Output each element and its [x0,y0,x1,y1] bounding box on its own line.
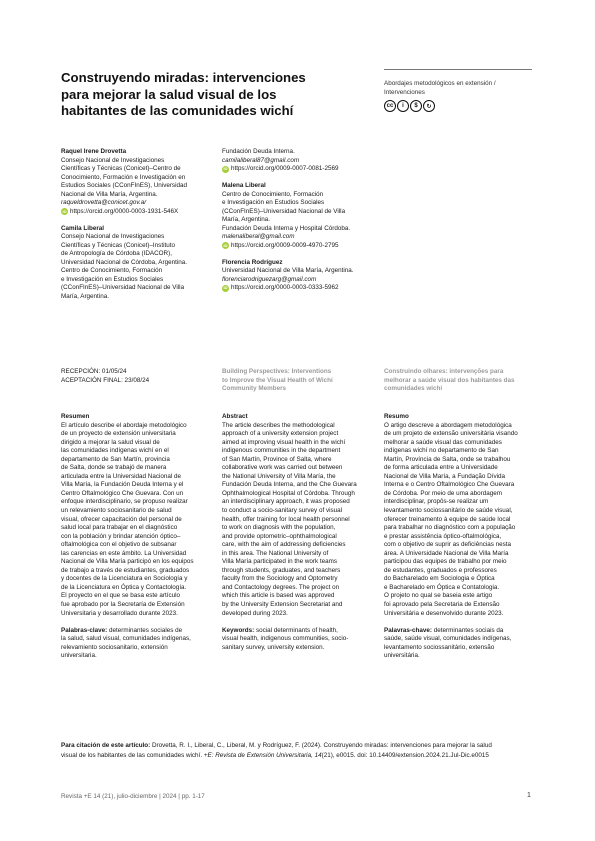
abstract-line: Nacional de Villa María, a Fundação Dívida [384,472,505,480]
keywords-text: social determinants of health, [254,626,338,634]
orcid-link[interactable] [222,242,392,251]
abstract-line: Interna e o Centro Oftalmológico Che Guevara [384,481,515,489]
authors-left [61,148,231,301]
author-affil: María, Argentina. [61,292,109,300]
abstract-line: indígenas wichí no departamento de San [384,447,499,455]
keywords-text: determinantes sociales de [107,626,183,634]
abstract-line: visual, ofrecer capacitación del personal de [61,515,182,523]
orcid-url[interactable]: https://orcid.org/0009-0007-0081-2569 [231,165,339,172]
abstract-line: e prestar assistência óptico-oftalmológica, [384,532,502,540]
abstract-line: articulada entre la Universidad Nacional de [61,472,182,480]
abstract-line: O projeto no qual se baseia este artigo [384,592,493,600]
author-name: Camila Liberal [61,224,105,232]
abstract-line: Nacional de Villa María participó en los equipos [61,558,194,566]
abstract-line: las comunidades indígenas wichí en el [61,447,169,455]
abstract-line: Villa María, la Fundación Deuda Interna y el [61,481,184,489]
author-affil: María, Argentina. [222,216,270,223]
abstract-line: indigenous communities in the department [222,447,341,455]
author-affil: Científicas y Técnicas (Conicet)–Instituto [61,241,175,249]
title-pt [384,368,544,394]
orcid-link[interactable] [61,208,231,217]
abstract-line: participou das equipes de trabalho por meio [384,558,507,566]
citation-label: Para citación de este artículo: [61,742,151,749]
abstract-line: levantamento sociossanitário de saúde visual, [384,507,513,515]
abstract-line: Martín, Província de Salta, onde se trabalhou [384,455,511,463]
abstract-line: health, offer training for local health personnel [222,515,350,523]
abstract-line: y docentes de la Licenciatura en Sociología y [61,575,188,583]
article-dates [61,368,149,385]
abstract-heading: Abstract [222,413,248,420]
abstract-line: Villa María participated in the work teams [222,558,338,566]
abstract-es [61,413,216,661]
author-name: Malena Liberal [222,182,266,189]
keywords-text: determinantes sociais da [431,626,504,634]
orcid-icon: iD [223,166,228,171]
citation-text: visual de los habitantes de las comunidades wichí. [61,752,204,759]
title-en-line: Community Members [222,385,287,392]
author-affil: Científicas y Técnicas (Conicet)–Centro de [61,165,181,172]
title-en-line: Building Perspectives: Interventions [222,368,332,375]
abstract-line: to work on diagnosis with the population, [222,524,336,532]
author-affil: de Antropología de Córdoba (IDACOR), [61,250,172,257]
author-email[interactable]: camilaliberal87@gmail.com [222,156,300,164]
author-affil: Universidad Nacional de Villa María, Argentina. [222,267,354,274]
author-affil: Centro de Conocimiento, Formación [222,190,324,198]
abstract-line: de trabajo a través de estudiantes, graduados [61,566,190,574]
title-pt-line: comunidades wichí [384,385,443,392]
article-title [61,70,361,120]
abstract-line: melhorar a saúde visual das comunidades [384,438,502,446]
section-rule [384,69,532,70]
abstract-line: Ophthalmological Hospital of Córdoba. Through [222,489,355,497]
title-pt-line: melhorar a saúde visual dos habitantes das [384,376,515,384]
author-affil: Centro de Conocimiento, Formación [61,267,163,274]
citation-doi[interactable]: (21), e0015. doi: 10.14409/extension.2024.21.Jul-Dic.e0015 [321,752,489,759]
abstract-line: collaborative work was carried out between [222,464,343,472]
title-en-line: to Improve the Visual Health of Wichí [222,376,333,384]
abstract-line: enfoque interdisciplinario, se propuso realizar [61,498,188,506]
orcid-url[interactable]: https://orcid.org/0009-0009-4970-2795 [231,241,339,249]
title-en [222,368,382,394]
abstract-line: de Córdoba. Por meio de uma abordagem [384,489,502,497]
keywords-text: relevamiento sociosanitario, extensión [61,643,168,651]
abstract-line: of San Martín, Province of Salta, where [222,455,332,463]
abstract-line: oferecer treinamento à equipe de saúde local [384,515,511,523]
keywords-label: Keywords: [222,626,255,634]
abstract-line: departamento de San Martín, provincia [61,455,170,463]
keywords-label: Palabras-clave: [61,626,108,634]
abstract-line: de forma articulada entre a Universidade [384,464,498,472]
author-affil: Consejo Nacional de Investigaciones [61,233,165,240]
abstract-line: do Bacharelado em Sociologia e Óptica [384,575,495,583]
section-label [384,80,534,97]
keywords [384,627,544,636]
abstract-body [222,422,382,619]
author-affil: e Investigación en Estudios Sociales [222,199,325,206]
author-email[interactable]: florenciarodriguezarg@gmail.com [222,275,317,283]
orcid-link[interactable] [222,284,392,293]
citation-journal: +E: Revista de Extensión Universitaria, 14 [203,752,322,759]
abstract-line: El artículo describe el abordaje metodológico [61,421,187,429]
abstract-line: Universitária e desenvolvido durante 2023. [384,609,504,617]
author-affil: e Investigación en Estudios Sociales [61,275,164,283]
abstract-line: Centro Oftalmológico Che Guevara. Con un [61,489,184,497]
title-pt-line: Construindo olhares: intervenções para [384,368,504,375]
author-affil: (CConFInES)–Universidad Nacional de Villa [61,284,185,291]
abstract-line: oftalmológica con el objetivo de subsanar [61,541,177,549]
abstract-heading: Resumo [384,413,409,420]
orcid-url[interactable]: https://orcid.org/0000-0003-0333-5962 [231,284,339,291]
abstract-line: com o objetivo de suprir as deficiências nesta [384,541,512,549]
keywords-text: saúde, saúde visual, comunidades indígenas, [384,635,512,643]
abstract-line: Universitaria y desarrollado durante 2023. [61,609,178,617]
author-email[interactable]: malenaliberal@gmail.com [222,233,295,240]
author-affil: Universidad Nacional de Córdoba, Argentina. [61,258,188,266]
keywords [61,627,216,636]
abstract-line: foi aprovado pela Secretaria de Extensão [384,601,500,609]
abstract-line: de um projeto de extensão universitária visando [384,430,518,438]
keywords [222,627,382,636]
abstract-line: faculty from the Sociology and Optometry [222,575,338,583]
author-name: Florencia Rodríguez [222,258,283,266]
abstract-line: de un proyecto de extensión universitaria [61,430,176,438]
abstract-line: and Contactology degrees. The project on [222,583,340,591]
abstract-line: approach of a university extension project [222,430,339,438]
accepted-date: ACEPTACIÓN FINAL: 23/08/24 [61,376,150,384]
keywords-text: universitaria. [61,652,97,660]
abstract-line: The article describes the methodological [222,421,335,429]
abstract-line: O artigo descreve a abordagem metodológica [384,421,512,429]
author-affil: Fundación Deuda Interna y Hospital Córdoba. [222,224,351,232]
author-affil: (CConFInES)–Universidad Nacional de Villa [222,207,346,215]
abstract-pt [384,413,544,661]
abstract-line: through students, graduates, and teachers [222,566,341,574]
abstract-line: aimed at improving visual health in the wichí [222,438,346,446]
abstract-line: an interdisciplinary approach, it was proposed [222,498,350,506]
abstract-line: care, with the aim of addressing deficiencies [222,541,346,549]
abstract-line: El proyecto en el que se basa este artículo [61,592,181,600]
abstract-line: and provide optometric–ophthalmological [222,532,337,540]
section-line: Intervenciones [384,88,425,96]
abstract-line: un relevamiento sociosanitario de salud [61,507,172,515]
abstract-line: Fundación Deuda Interna, and the Che Guevara [222,481,357,489]
by-icon: i [397,100,409,112]
citation-text: Drovetta, R. I., Liberal, C., Liberal, M. y Rodríguez, F. (2024). Construyendo miradas: intervenciones para mejorar la salud [150,742,492,749]
title-line: habitantes de las comunidades wichí [61,103,294,118]
author-affil: Conocimiento, Formación e Investigación en [61,173,186,181]
citation [61,741,536,761]
abstract-line: which this article is based was approved [222,592,335,600]
footer-text: Revista +E 14 (21), julio-diciembre | 2024 | pp. 1-17 [61,793,205,800]
keywords-text: sanitary survey, university extension. [222,643,325,651]
abstract-body [61,422,216,619]
author-affil: Nacional de Villa María, Argentina. [61,190,158,198]
abstract-line: con la población y brindar atención óptico– [61,532,181,540]
author-affil: Estudios Sociales (CConFInES), Universidad [61,182,187,189]
authors-right [222,148,392,293]
title-line: para mejorar la salud visual de los [61,86,277,102]
abstract-line: de estudantes, graduados e professores [384,566,497,574]
abstract-line: área. A Universidade Nacional de Villa María [384,549,509,557]
abstract-line: interdisciplinar, propôs-se realizar um [384,498,489,506]
sa-icon: ↻ [423,100,435,112]
abstract-line: e Bacharelado em Óptica e Contatologia. [384,583,500,591]
orcid-icon: iD [62,208,67,214]
abstract-line: para trabalhar no diagnóstico com a população [384,524,516,532]
orcid-url[interactable]: https://orcid.org/0000-0003-1931-546X [70,207,179,215]
keywords-text: levantamento sociossanitário, extensão [384,643,495,651]
cc-icon: cc [384,100,396,112]
abstract-line: las carencias en este ámbito. La Universidad [61,549,187,557]
page-number: 1 [527,792,531,799]
keywords-text: visual health, indigenous communities, socio- [222,635,349,643]
title-line: Construyendo miradas: intervenciones [61,70,306,85]
abstract-line: de la Licenciatura en Óptica y Contactología. [61,583,187,591]
keywords-text: la salud, salud visual, comunidades indígenas, [61,635,191,643]
abstract-body [384,422,544,619]
author-email[interactable]: raqueldrovetta@conicet.gov.ar [61,199,147,206]
abstract-line: de Salta, donde se trabajó de manera [61,464,167,472]
orcid-icon: iD [223,285,228,290]
section-line: Abordajes metodológicos en extensión / [384,80,496,87]
abstract-line: in this area. The National University of [222,549,329,557]
orcid-link[interactable] [222,165,392,174]
nc-icon: $ [410,100,422,112]
author-affil: Fundación Deuda Interna. [222,148,295,155]
keywords-label: Palavras-chave: [384,626,432,634]
author-name: Raquel Irene Drovetta [61,148,127,155]
license-badge[interactable] [384,100,435,114]
abstract-line: fue aprobado por la Secretaría de Extensión [61,601,185,609]
abstract-line: salud local para trabajar en el diagnóstico [61,524,178,532]
abstract-line: dirigido a mejorar la salud visual de [61,438,160,446]
abstract-en [222,413,382,652]
abstract-line: to conduct a socio-sanitary survey of visual [222,507,343,515]
abstract-line: by the University Extension Secretariat and [222,601,343,609]
abstract-line: developed during 2023. [222,609,288,617]
orcid-icon: iD [223,242,228,248]
received-date: RECEPCIÓN: 01/05/24 [61,368,127,375]
abstract-line: the National University of Villa María, the [222,472,336,480]
author-affil: Consejo Nacional de Investigaciones [61,156,165,164]
keywords-text: universitária. [384,652,420,660]
abstract-heading: Resumen [61,413,90,420]
